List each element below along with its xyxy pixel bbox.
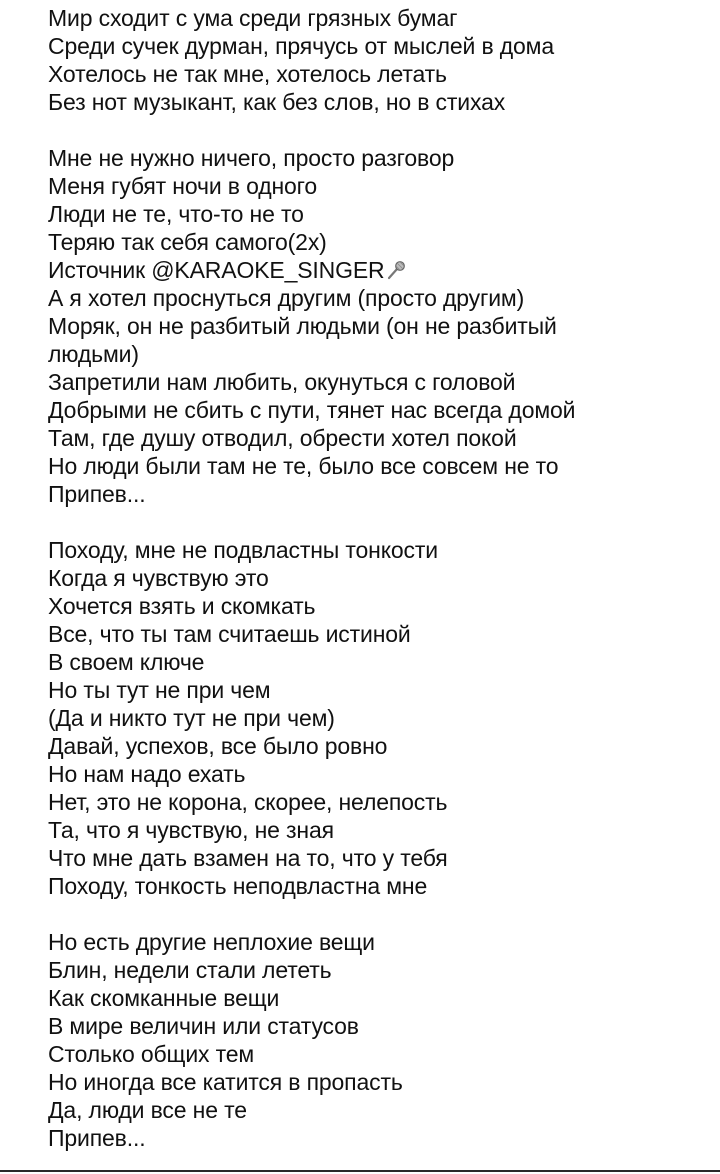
lyric-line: Как скомканные вещи: [48, 985, 280, 1011]
lyric-line: Запретили нам любить, окунуться с головой: [48, 369, 516, 395]
lyric-line: Походу, тонкость неподвластна мне: [48, 873, 428, 899]
lyric-line: Хочется взять и скомкать: [48, 593, 316, 619]
lyric-line: Теряю так себя самого(2х): [48, 229, 327, 255]
chorus-marker: Припев...: [48, 1125, 146, 1151]
source-text: Источник @KARAOKE_SINGER: [48, 257, 385, 283]
lyric-line: Блин, недели стали лететь: [48, 957, 332, 983]
lyric-line: Среди сучек дурман, прячусь от мыслей в дома: [48, 33, 554, 59]
lyric-line: Но есть другие неплохие вещи: [48, 929, 375, 955]
lyric-line: Походу, мне не подвластны тонкости: [48, 537, 438, 563]
lyric-line: Та, что я чувствую, не зная: [48, 817, 334, 843]
stanza-gap: [48, 900, 713, 928]
lyric-line: людьми): [48, 341, 139, 367]
stanza-gap: [48, 508, 713, 536]
lyric-line: Но ты тут не при чем: [48, 677, 271, 703]
lyric-line: В своем ключе: [48, 649, 205, 675]
lyric-line: Люди не те, что-то не то: [48, 201, 304, 227]
lyric-line: (Да и никто тут не при чем): [48, 705, 335, 731]
lyric-line: Хотелось не так мне, хотелось летать: [48, 61, 447, 87]
lyric-line: Но нам надо ехать: [48, 761, 246, 787]
lyric-line: Когда я чувствую это: [48, 565, 269, 591]
lyric-line: Добрыми не сбить с пути, тянет нас всегда домой: [48, 397, 576, 423]
lyric-line: Но иногда все катится в пропасть: [48, 1069, 403, 1095]
lyric-line: Нет, это не корона, скорее, нелепость: [48, 789, 448, 815]
lyric-line: Что мне дать взамен на то, что у тебя: [48, 845, 448, 871]
bottom-divider: [0, 1170, 720, 1172]
lyric-line: Там, где душу отводил, обрести хотел покой: [48, 425, 517, 451]
lyric-line: Мне не нужно ничего, просто разговор: [48, 145, 455, 171]
lyric-line: А я хотел проснуться другим (просто другим): [48, 285, 525, 311]
lyric-line: Меня губят ночи в одного: [48, 173, 318, 199]
lyric-line: Мир сходит с ума среди грязных бумаг: [48, 5, 458, 31]
lyric-line: Без нот музыкант, как без слов, но в стихах: [48, 89, 506, 115]
lyric-line: Но люди были там не те, было все совсем не то: [48, 453, 559, 479]
lyric-line: В мире величин или статусов: [48, 1013, 359, 1039]
lyric-line: Да, люди все не те: [48, 1097, 247, 1123]
microphone-icon: [386, 258, 408, 278]
lyrics-text: [48, 4, 713, 1152]
source-line: [48, 256, 713, 284]
chorus-marker: Припев...: [48, 481, 146, 507]
stanza-gap: [48, 116, 713, 144]
lyric-line: Столько общих тем: [48, 1041, 255, 1067]
lyric-line: Моряк, он не разбитый людьми (он не разбитый: [48, 313, 557, 339]
lyric-line: Все, что ты там считаешь истиной: [48, 621, 411, 647]
lyric-line: Давай, успехов, все было ровно: [48, 733, 388, 759]
